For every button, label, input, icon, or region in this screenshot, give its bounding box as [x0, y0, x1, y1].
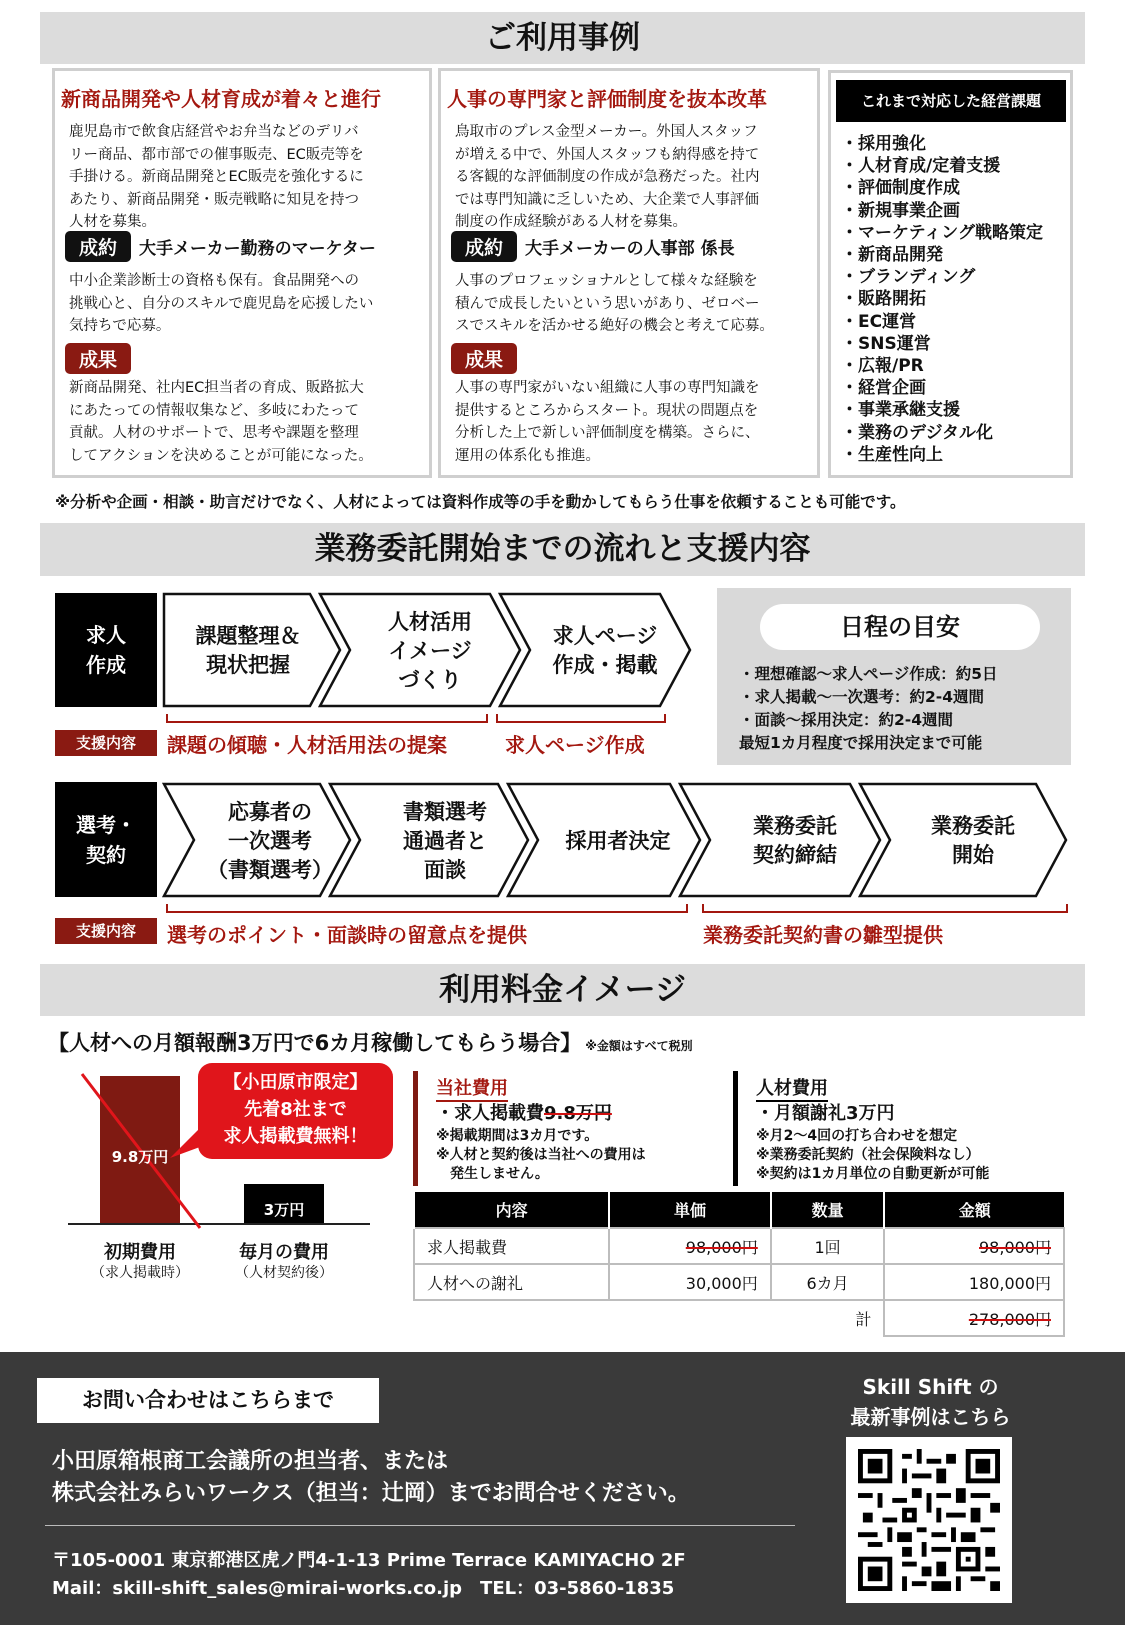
contact-address: 〒105-0001 東京都港区虎ノ門4-1-13 Prime Terrace KAMIYACHO 2F: [52, 1550, 686, 1571]
case-card-1: [52, 68, 432, 478]
monthly-cost-sublabel: （人材契約後）: [235, 1265, 333, 1281]
contract-role: 大手メーカー勤務のマーケター: [139, 239, 376, 259]
fee-cell: [884, 1300, 1064, 1336]
fee-header-cell: 単価: [609, 1192, 771, 1228]
case-description: 鹿児島市で飲食店経営やお弁当などのデリバ リー商品、都市部での催事販売、EC販売等を 手掛ける。新商品開発とEC販売を強化するに あたり、新商品開発・販売戦略に知見を持つ 人材を募集。: [69, 124, 364, 231]
flow-step: 採用者決定: [565, 828, 671, 853]
contract-text: 中小企業診断士の資格も保有。食品開発への 挑戦心と、自分のスキルで鹿児島を応援したい 気持ちで応募。: [69, 273, 374, 335]
issues-panel: [828, 70, 1073, 478]
contract-text: 人事のプロフェッショナルとして様々な経験を 積んで成長したいという思いがあり、ゼロベー スでスキルを活かせる絶好の機会と考えて応募。: [455, 273, 774, 335]
case-card-2: [438, 68, 820, 478]
contact-mail-tel: Mail：skill-shift_sales@mirai-works.co.jp TEL：03-5860-1835: [52, 1578, 675, 1599]
company-cost-price: 9.8万円: [544, 1103, 612, 1124]
schedule-item: ・求人掲載～一次選考：約2-4週間: [739, 688, 985, 706]
support-tag: 支援内容: [55, 730, 157, 756]
result-badge: 成果: [451, 343, 517, 374]
issue-item: ・経営企画: [841, 378, 926, 399]
schedule-item: ・面談～採用決定：約2-4週間: [739, 711, 954, 729]
fee-total-value: 278,000円: [968, 1309, 1051, 1329]
case-title: 新商品開発や人材育成が着々と進行: [61, 87, 381, 111]
company-cost-notes: ※掲載期間は3カ月です。 ※人材と契約後は当社への費用は 発生しません。: [436, 1128, 646, 1182]
issues-heading: これまで対応した経営課題: [836, 80, 1066, 122]
support-text: 課題の傾聴・人材活用法の提案: [167, 733, 447, 757]
issue-item: ・広報/PR: [841, 356, 924, 377]
fee-header-cell: 金額: [884, 1192, 1064, 1228]
table-row: [414, 1300, 1064, 1336]
issue-item: ・人材育成/定着支援: [841, 156, 1001, 177]
talent-cost-block: [733, 1071, 1068, 1186]
fee-table-header: [414, 1192, 1064, 1228]
fee-cell: 180,000円: [884, 1264, 1064, 1300]
monthly-cost-value: 3万円: [263, 1201, 305, 1219]
company-cost-block: [413, 1071, 701, 1186]
flow-step: 課題整理＆ 現状把握: [195, 624, 301, 677]
flow-row1-label: 求人 作成: [55, 593, 157, 707]
issue-item: ・販路開拓: [841, 289, 926, 310]
table-row: [414, 1228, 1064, 1264]
promo-balloon: 【小田原市限定】 先着8社まで 求人掲載費無料！: [198, 1063, 393, 1159]
issue-item: ・EC運営: [841, 311, 917, 332]
contract-badge: 成約: [451, 231, 517, 262]
talent-cost-title: 人材費用: [756, 1074, 828, 1102]
fee-cell: [609, 1228, 771, 1264]
flow-row2-label: 選考・ 契約: [55, 782, 157, 897]
table-row: [414, 1264, 1064, 1300]
cases-note: ※分析や企画・相談・助言だけでなく、人材によっては資料作成等の手を動かしてもらう仕事を依頼することも可能です。: [55, 493, 906, 511]
schedule-item: 最短1カ月程度で採用決定まで可能: [739, 734, 983, 752]
flow-row1-brackets: [165, 712, 675, 726]
issue-item: ・新規事業企画: [841, 200, 960, 221]
fees-headline: 【人材への月額報酬3万円で6カ月稼働してもらう場合】: [48, 1031, 582, 1055]
issue-item: ・新商品開発: [841, 245, 943, 266]
contact-line-1: 小田原箱根商工会議所の担当者、または: [52, 1449, 449, 1474]
flow-step: 業務委託 契約締結: [753, 814, 837, 867]
issue-item: ・SNS運営: [841, 333, 931, 354]
footer-divider: [45, 1525, 795, 1526]
support-tag: 支援内容: [55, 918, 157, 944]
fees-section-title: 利用料金イメージ: [40, 964, 1085, 1016]
cases-section-title: ご利用事例: [40, 12, 1085, 64]
issue-item: ・採用強化: [841, 134, 926, 154]
contact-line-2: 株式会社みらいワークス（担当：辻岡）までお問合せください。: [52, 1481, 690, 1506]
fee-cell-value: 98,000円: [979, 1237, 1051, 1257]
result-text: 新商品開発、社内EC担当者の育成、販路拡大 にあたっての情報収集など、多岐にわたって 貢献。人材のサポートで、思考や課題を整理 してアクションを決めることが可能になった。: [69, 380, 373, 464]
qr-code[interactable]: [846, 1437, 1012, 1603]
fee-cell: 6カ月: [771, 1264, 885, 1300]
result-text: 人事の専門家がいない組織に人事の専門知識を 提供するところからスタート。現状の問題点を 分析した上で新しい評価制度を構築。さらに、 運用の体系化も推進。: [455, 380, 760, 464]
fee-header-cell: 数量: [771, 1192, 885, 1228]
case-description: 鳥取市のプレス金型メーカー。外国人スタッフ が増える中で、外国人スタッフも納得感を持て る客観的な評価制度の作成が急務だった。社内 では専門知識に乏しいため、大企業で人事評価 制度の作成経験がある人材を募集。: [455, 124, 760, 231]
fee-cell: 人材への謝礼: [414, 1264, 609, 1300]
schedule-panel: [717, 588, 1071, 765]
issue-item: ・評価制度作成: [841, 178, 960, 199]
case-title: 人事の専門家と評価制度を抜本改革: [447, 87, 767, 111]
initial-cost-sublabel: （求人掲載時）: [91, 1265, 189, 1281]
initial-cost-value: 9.8万円: [111, 1148, 169, 1166]
tax-note: ※金額はすべて税別: [585, 1039, 693, 1053]
issue-item: ・マーケティング戦略策定: [841, 222, 1043, 243]
schedule-item: ・理想確認～求人ページ作成：約5日: [739, 665, 998, 683]
schedule-title: 日程の目安: [760, 604, 1040, 650]
monthly-cost-label: 毎月の費用: [239, 1242, 329, 1263]
fee-cell: [884, 1228, 1064, 1264]
talent-cost-notes: ※月2～4回の打ち合わせを想定 ※業務委託契約（社会保険料なし） ※契約は1カ月単位の自動更新が可能: [756, 1128, 990, 1182]
flow-section-title: 業務委託開始までの流れと支援内容: [40, 523, 1085, 576]
issue-item: ・生産性向上: [841, 444, 943, 465]
company-cost-title: 当社費用: [436, 1074, 508, 1102]
issue-item: ・業務のデジタル化: [841, 422, 993, 443]
qr-caption: Skill Shift の 最新事例はこちら: [850, 1375, 1011, 1429]
result-badge: 成果: [65, 343, 131, 374]
support-text: 求人ページ作成: [505, 733, 645, 757]
flow-row2-brackets: [165, 902, 1075, 916]
fee-cell: 求人掲載費: [414, 1228, 609, 1264]
flow-step: 求人ページ 作成・掲載: [552, 624, 658, 677]
flow-step: 書類選考 通過者と 面談: [403, 799, 487, 882]
fee-cell: 1回: [771, 1228, 885, 1264]
support-text: 業務委託契約書の雛型提供: [703, 923, 943, 947]
fee-table: [413, 1192, 1065, 1337]
contract-role: 大手メーカーの人事部 係長: [525, 239, 735, 259]
flow-step: 応募者の 一次選考 （書類選考）: [207, 799, 333, 882]
schedule-list: [739, 663, 997, 755]
fee-cell: 30,000円: [609, 1264, 771, 1300]
contact-footer: [0, 1352, 1125, 1625]
company-cost-item: ・求人掲載費: [436, 1103, 544, 1124]
contract-badge: 成約: [65, 231, 131, 262]
initial-cost-label: 初期費用: [104, 1242, 176, 1263]
issue-item: ・ブランディング: [841, 267, 976, 288]
contact-button[interactable]: お問い合わせはこちらまで: [37, 1378, 379, 1423]
fee-header-cell: 内容: [414, 1192, 609, 1228]
support-text: 選考のポイント・面談時の留意点を提供: [167, 923, 527, 947]
issues-list: [841, 133, 1043, 466]
talent-cost-item: ・月額謝礼3万円: [756, 1103, 895, 1124]
flow-step: 人材活用 イメージ づくり: [388, 609, 472, 692]
fee-cell-value: 98,000円: [685, 1237, 758, 1257]
flow-step: 業務委託 開始: [931, 814, 1015, 867]
issue-item: ・事業承継支援: [841, 400, 960, 421]
qr-code-icon: [858, 1449, 1000, 1591]
fee-total-label: 計: [771, 1300, 885, 1336]
